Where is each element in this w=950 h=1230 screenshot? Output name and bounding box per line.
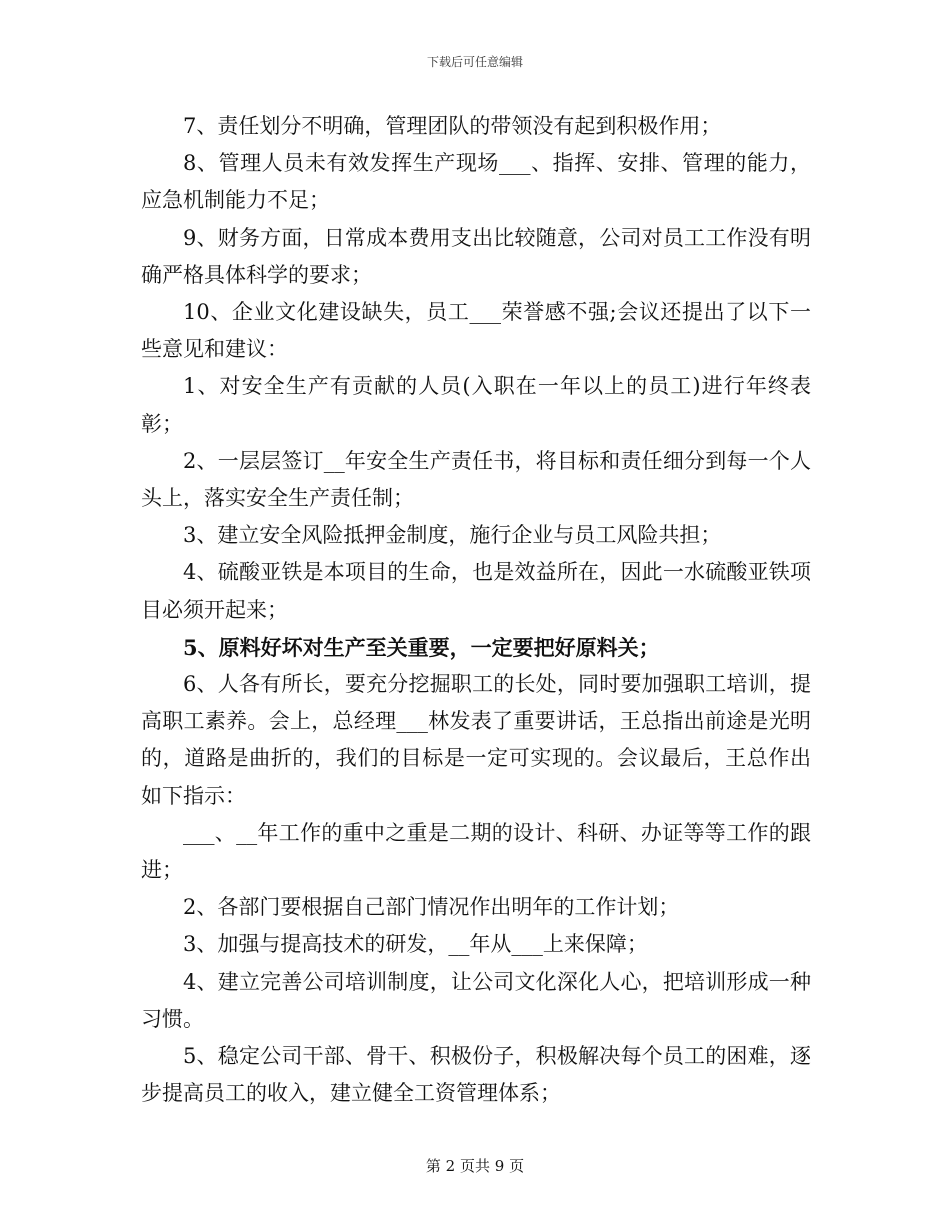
directive-item-4: 4、建立完善公司培训制度，让公司文化深化人心，把培训形成一种习惯。 [141,969,811,1031]
suggestion-item-1: 1、对安全生产有贡献的人员(入职在一年以上的员工)进行年终表彰； [141,374,811,436]
paragraph-item-7: 7、责任划分不明确，管理团队的带领没有起到积极作用； [183,114,722,138]
directive-item-3: 3、加强与提高技术的研发，__年从___上来保障； [183,932,648,957]
suggestion-item-4: 4、硫酸亚铁是本项目的生命，也是效益所在，因此一水硫酸亚铁项目必须开起来； [141,560,811,622]
directive-item-5: 5、稳定公司干部、骨干、积极份子，积极解决每个员工的困难，逐步提高员工的收入，建立健全工资管理体系； [141,1044,811,1106]
directive-item-2: 2、各部门要根据自己部门情况作出明年的工作计划； [183,895,680,920]
suggestion-item-3: 3、建立安全风险抵押金制度，施行企业与员工风险共担； [183,523,722,548]
paragraph-item-8: 8、管理人员未有效发挥生产现场___、指挥、安排、管理的能力，应急机制能力不足； [141,151,811,213]
page-header: 下载后可任意编辑 [426,55,523,69]
paragraph-item-10: 10、企业文化建设缺失，员工___荣誉感不强;会议还提出了以下一些意见和建议： [141,300,811,362]
suggestion-item-5: 5、原料好坏对生产至关重要，一定要把好原料关； [183,634,660,660]
suggestion-item-2: 2、一层层签订__年安全生产责任书，将目标和责任细分到每一个人头上，落实安全生产责任制； [141,448,811,511]
page-number: 第 2 页共 9 页 [425,1157,525,1175]
directive-item-1: ___、__年工作的重中之重是二期的设计、科研、办证等等工作的跟进； [141,820,811,883]
suggestion-item-6: 6、人各有所长，要充分挖掘职工的长处，同时要加强职工培训，提高职工素养。会上，总经理___林发表了重要讲话，王总指出前途是光明的，道路是曲折的，我们的目标是一定可实现的。会议最后，王总作出如下指示： [141,672,811,808]
document-body [141,108,811,1112]
paragraph-item-9: 9、财务方面，日常成本费用支出比较随意，公司对员工工作没有明确严格具体科学的要求； [141,225,811,287]
